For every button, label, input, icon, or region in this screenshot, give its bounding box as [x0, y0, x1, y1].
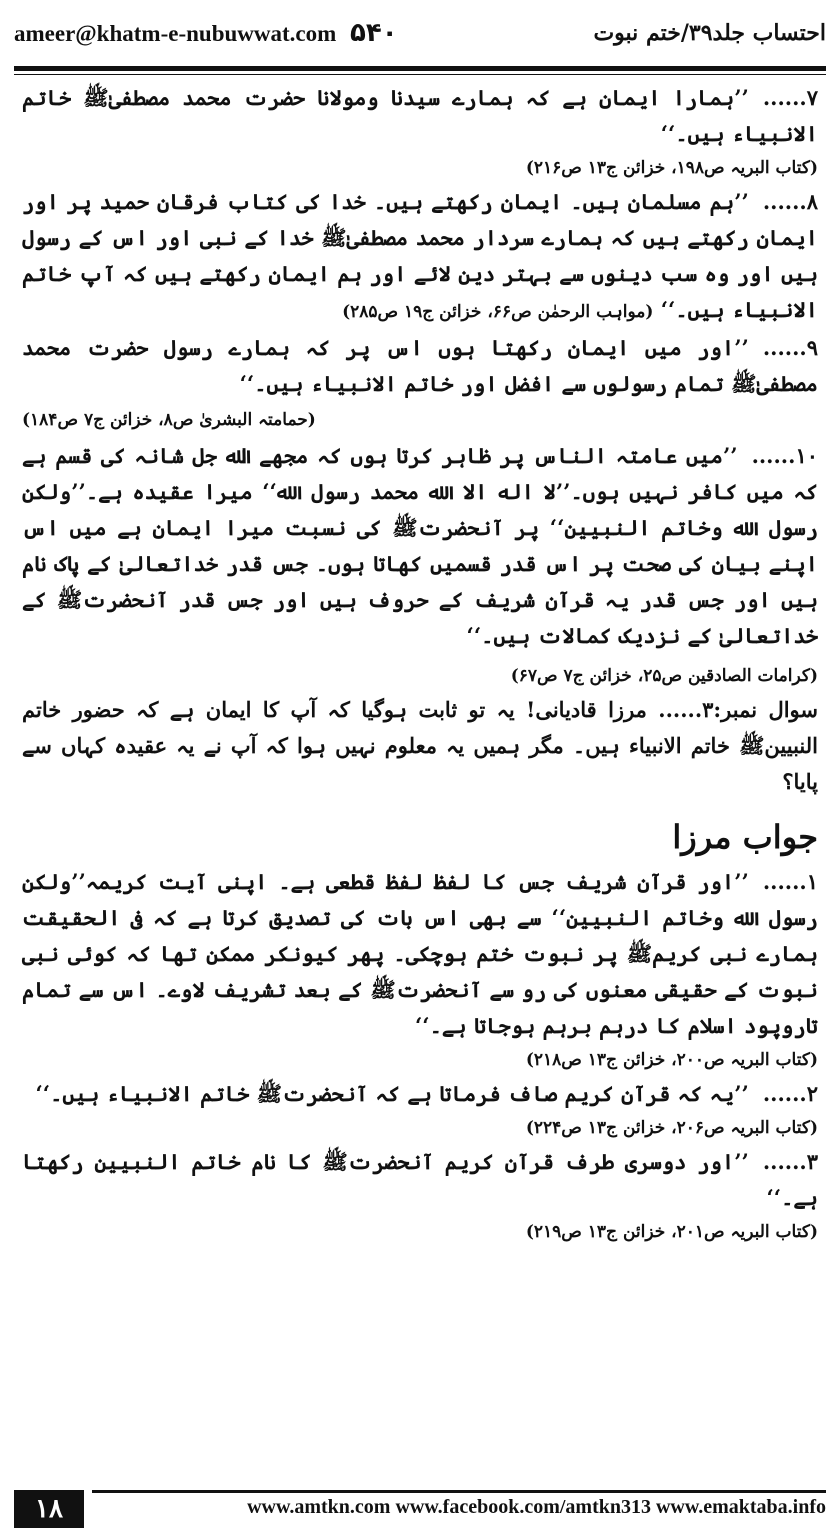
header-book-title: احتساب جلد۳۹/ختم نبوت — [593, 20, 826, 46]
footer-links[interactable]: www.amtkn.com www.facebook.com/amtkn313 www.emaktaba.info — [247, 1496, 826, 1518]
item-text: ’’یہ کہ قرآن کریم صاف فرماتا ہے کہ آنحضرتﷺ خاتم الانبیاء ہیں۔‘‘ — [35, 1081, 749, 1106]
quote-item — [22, 438, 818, 654]
footer-page-number: ۱۸ — [14, 1490, 84, 1528]
reference: (کتاب البریہ ص۲۰۶، خزائن ج۱۳ ص۲۲۴) — [525, 1118, 818, 1138]
item-text: ’’ہمارا ایمان ہے کہ ہمارے سیدنا ومولانا حضرت محمد مصطفیٰﷺ خاتم الانبیاء ہیں۔‘‘ — [22, 85, 818, 146]
main-content — [22, 80, 818, 1248]
item-text: ’’اور دوسری طرف قرآن کریم آنحضرتﷺ کا نام خاتم النبیین رکھتا ہے۔‘‘ — [22, 1149, 818, 1210]
reference: (حمامتہ البشریٰ ص۸، خزائن ج۷ ص۱۸۴) — [22, 410, 316, 430]
header-email[interactable]: ameer@khatm-e-nubuwwat.com — [14, 21, 337, 46]
header-left — [14, 18, 398, 48]
header-divider — [14, 66, 826, 71]
header-divider-thin — [14, 74, 826, 75]
reference: (کتاب البریہ ص۲۰۱، خزائن ج۱۳ ص۲۱۹) — [525, 1222, 818, 1242]
item-number: ۷...... — [762, 85, 818, 110]
footer — [14, 1490, 826, 1528]
item-number: ۹...... — [762, 335, 818, 360]
item-number: ۱...... — [762, 869, 818, 894]
answer-item — [22, 1076, 818, 1112]
quote-item — [22, 330, 818, 430]
item-number: ۸...... — [762, 189, 818, 214]
item-text: ’’ہم مسلمان ہیں۔ ایمان رکھتے ہیں۔ خدا کی کتاب فرقان حمید پر اور ایمان رکھتے ہیں کہ ہمارے سردار محمد مصطفیٰﷺ خدا کے نبی اور اس کے رسول ہیں اور وہ سب دینوں سے بہتر دین لائے اور ہم ایمان رکھتے ہیں کہ آپ خاتم الانبیاء ہیں۔‘‘ — [22, 189, 818, 322]
footer-divider — [92, 1490, 826, 1493]
question: سوال نمبر:۳...... مرزا قادیانی! یہ تو ثابت ہوگیا کہ آپ کا ایمان ہے کہ حضور خاتم النبیینﷺ خاتم الانبیاء ہیں۔ مگر ہمیں یہ معلوم نہیں ہوا کہ آپ نے یہ عقیدہ کہاں سے پایا؟ — [22, 697, 818, 794]
answer-item — [22, 864, 818, 1044]
reference: (کتاب البریہ ص۲۰۰، خزائن ج۱۳ ص۲۱۸) — [525, 1050, 818, 1070]
quote-item — [22, 184, 818, 330]
answer-item — [22, 1144, 818, 1216]
item-number: ۱۰...... — [751, 443, 818, 468]
header-page-number: ۵۴۰ — [350, 18, 398, 48]
answer-heading: جواب مرزا — [672, 818, 818, 856]
quote-item — [22, 80, 818, 152]
item-number: ۳...... — [762, 1149, 818, 1174]
item-text: ’’اور میں ایمان رکھتا ہوں اس پر کہ ہمارے رسول حضرت محمد مصطفیٰﷺ تمام رسولوں سے افضل اور خاتم الانبیاء ہیں۔‘‘ — [22, 335, 818, 396]
reference: (کتاب البریہ ص۱۹۸، خزائن ج۱۳ ص۲۱۶) — [525, 158, 818, 178]
reference: (مواہب الرحمٰن ص۶۶، خزائن ج۱۹ ص۲۸۵) — [342, 302, 654, 322]
reference: (کرامات الصادقین ص۲۵، خزائن ج۷ ص۶۷) — [510, 666, 818, 686]
item-text: ’’میں عامتہ الناس پر ظاہر کرتا ہوں کہ مجھے اﷲ جل شانہ کی قسم ہے کہ میں کافر نہیں ہوں۔’’لا اله الا الله محمد رسول الله‘‘ میرا عقیدہ ہے۔’’ولکن رسول الله وخاتم النبیین‘‘ پر آنحضرتﷺ کی نسبت میرا ایمان ہے میں اس اپنے بیان کی صحت پر اس قدر قسمیں کھاتا ہوں۔ جس قدر خداتعالیٰ کے پاک نام ہیں اور جس قدر یہ قرآن شریف کے حروف ہیں اور جس قدر آنحضرتﷺ کے خداتعالیٰ کے نزدیک کمالات ہیں۔‘‘ — [22, 443, 818, 648]
item-number: ۲...... — [762, 1081, 818, 1106]
item-text: ’’اور قرآن شریف جس کا لفظ لفظ قطعی ہے۔ اپنی آیت کریمہ’’ولکن رسول الله وخاتم النبیین‘‘ سے بھی اس بات کی تصدیق کرتا ہے کہ فی الحقیقت ہمارے نبی کریمﷺ پر نبوت ختم ہوچکی۔ پھر کیونکر ممکن تھا کہ کوئی نبی نبوت کے حقیقی معنوں کی رو سے آنحضرتﷺ کے بعد تشریف لاوے۔ اس سے تمام تاروپود اسلام کا درہم برہم ہوجاتا ہے۔‘‘ — [22, 869, 818, 1038]
